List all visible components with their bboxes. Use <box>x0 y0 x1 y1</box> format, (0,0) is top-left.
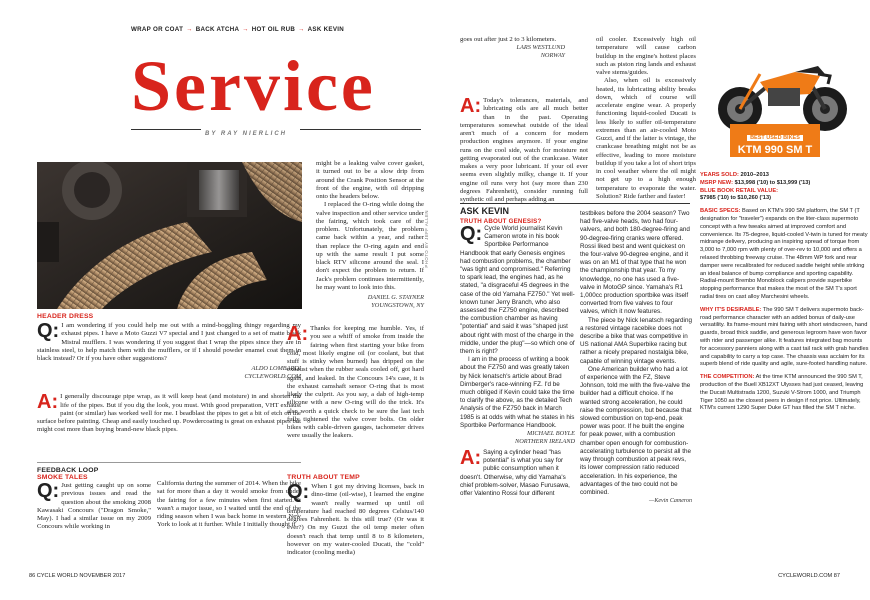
question: Q: Cycle World journalist Kevin Cameron wrote in his book Sportbike Performance Handbook that early Genesis engines had combustion problems, the chamber "was tight and compromised." Referring to spark lead, the engines had, as he stated, "a disgraceful 45 degrees in the case of the old Yamaha FZ750." Yet well-known tuner Jerry Branch, who also assessed the FZ750 engine, described the combustion chamber as having "potential" and said it was "shaped just about right with most of the charge in the middle, under the plug"—so which one of them is right? <box>460 223 575 356</box>
folio-right: CYCLEWORLD.COM 87 <box>778 573 840 579</box>
a-mark: A: <box>287 323 309 345</box>
feedback-section <box>37 467 151 532</box>
bike-tag <box>730 124 820 157</box>
answer: A: Thanks for keeping me humble. Yes, if you see a whiff of smoke from inside the fairing when first starting your bike from cold, most likely engine oil (or coolant, but that stuff is stinky when burned) has dripped on the exhaust when the rubber seals cooled off, got hard again, and leaked. In the Concours 14's case, it is the exhaust camshaft sensor O-ring that is most likely the culprit. As you say, a dab of high-temp silicone with a new O-ring will do the trick. It's also worth a quick check to be sure the last tech fully tightened the valve cover bolts. On older bikes with cable-driven gauges, tachometer drives were usually the leakers. <box>287 323 424 440</box>
breadcrumb-item[interactable]: ASK KEVIN <box>307 26 345 33</box>
divider <box>131 129 201 130</box>
years: YEARS SOLD: 2010–2013 <box>700 172 769 178</box>
signature: LARS WESTLUND <box>516 44 565 52</box>
divider <box>460 203 690 204</box>
paragraph: might be a leaking valve cover gasket, it turned out to be a slow drip from around the Crank Position Sensor at the front of the engine, with oil dripping onto the headers below. <box>316 160 424 200</box>
feedback-continued: California during the summer of 2014. When the bike sat for more than a day it would smoke from under the fairing for a few minutes when first started. It wasn't a major issue, so I waited until the end of the riding season when I was back home in western New York to look at it further. While I initially thought it <box>157 480 301 529</box>
column-four <box>596 36 696 201</box>
q-mark: Q: <box>37 480 60 502</box>
signature-place: YOUNGSTOWN, NY <box>371 302 424 309</box>
answer: A: I generally discourage pipe wrap, as it will keep heat (and moisture) in and shorten the life of the pipes. But if you dig the look, you must. With good preparation, VHT exhaust paint (or similar) has worked well for me. I beadblast the pipes to get a bit of etch on the surface before painting. Cheap and easily touched up. Powdercoating is great on exhaust pipes but might cost more than buying brand-new black pipes. <box>37 391 301 434</box>
answer: A: Saying a cylinder head "has potential" is what you say for public consumption when it doesn't. Otherwise, why did Yamaha's chief problem-solver, Masao Furusawa, offer Valentino Rossi four different <box>460 447 570 498</box>
question: Q: I am wondering if you could help me out with a mind-boggling thingy regarding my exhaust pipes. I have a Moto Guzzi V7 special and I just changed to a set of matte black Mistral mufflers. I was wondering if you suggest that I wrap the pipes since they are in stainless steel, to help match them with the mufflers, or if I should powder enamel coat them in black instead? Or if you have other suggestions? <box>37 320 301 362</box>
paragraph: oil cooler. Excessively high oil temperature will cause carbon buildup in the engine's hottest places such as piston ring lands and exhaust valve stems/guides. <box>596 36 696 76</box>
arrow-right-icon: → <box>298 26 305 33</box>
column-two <box>316 160 424 310</box>
folio-left: 86 CYCLE WORLD NOVEMBER 2017 <box>29 573 126 579</box>
exhaust-wrap-photo <box>37 162 302 309</box>
signature-place: NORTHERN IRELAND <box>515 438 575 446</box>
sidebar-specs <box>700 172 870 413</box>
q-mark: Q: <box>37 320 60 342</box>
why-desirable: WHY IT'S DESIRABLE: The 990 SM T delivers supermoto back-road performance character with an added bonus of daily-use versatility. Its frame-mount mini fairing with short windscreen, hand guards, broad thick saddle, and generous legroom have won favor with rider and passenger alike. It features integrated bag mounts for accessory panniers along with a cast tail rack with grab handles and capability to carry a top case. The chassis was acclaim for its superb blend of ride quality and agile, sure-footed handling nature. <box>700 306 869 368</box>
byline: BY RAY NIERLICH <box>205 131 288 137</box>
answer: A: Today's tolerances, materials, and lubricating oils are all much better than in the past. Operating temperatures somewhat outside of the ideal aren't much of a concern for modern production engines anymore. If your engine runs on the cool side, watch for moisture not getting evaporated out of the crankcase. Water makes a very poor lubricant. If your oil ever seems even slightly milky, change it. If your engine oil runs very hot (say more than 230 degrees Fahrenheit), consider running full synthetic oil and perhaps adding an <box>460 95 588 203</box>
section-label: TRUTH ABOUT TEMP <box>287 474 360 481</box>
paragraph: One American builder who had a lot of experience with the FZ, Steve Johnson, told me with the five-valve the builder had a difficult choice. If he wanted strong acceleration, he could raise the compression, but because that slowed combustion on top-end, peak power was poor. If he built the engine for peak power, with a combustion chamber open enough for combustion-accelerating turbulence to persist all the way through combustion at peak revs, its lower compression ratio reduced acceleration. In his experience, the advantages of the two could not be combined. <box>580 365 692 496</box>
paragraph: Also, when oil is excessively heated, its lubricating ability breaks down, which of course will accelerate engine wear. A properly functioning liquid-cooled Ducati is less likely to suffer oil-temperature extremes than an air-cooled Moto Guzzi, and if the latter is vintage, the crankcase breathing might not be as effective, leading to more moisture buildup if you take a lot of short trips in cool weather where the oil might not get up to a high enough temperature to evaporate the water. Solution? Ride farther and faster! <box>596 77 696 200</box>
paragraph: goes out after just 2 to 3 kilometers. <box>460 36 557 43</box>
ask-kevin-title: ASK KEVIN <box>460 206 510 216</box>
a-mark: A: <box>37 391 59 414</box>
motorcycle-photo <box>700 54 870 134</box>
bike-name: KTM 990 SM T <box>737 144 813 156</box>
paragraph: testbikes before the 2004 season? Two had five-valve heads, two had four-valvers, and both 180-degree-firing and 90-degree-firing cranks were offered. Rossi liked best and went quickest on the four-valve 90-degree engine, and it was on an M1 of that type that he won the championship that year. To my knowledge, no one has used a five-valve in MotoGP since. Yamaha's R1 1,000cc production sportbike was itself converted from five valves to four valves, which it now features. <box>580 210 690 316</box>
photo-credit: PHOTO BY JEFF ALLEN <box>424 210 429 268</box>
paragraph: I replaced the O-ring while doing the valve inspection and other service under the fairing, which took care of the problem. Unfortunately, the problem came back within a year, and rather than replace the O-ring again and end up with the same result I put some black RTV silicone around the seal. I don't expect the problem to return. If Jack's problem continues intermittently, he may want to look into this. <box>316 201 424 291</box>
signature: —Kevin Cameron <box>649 498 692 505</box>
temp-section <box>287 474 424 557</box>
breadcrumb-item[interactable]: BACK ATCHA <box>195 26 240 33</box>
signature-place: NORWAY <box>540 52 565 60</box>
section-label: HEADER DRESS <box>37 313 94 320</box>
blue-book: BLUE BOOK RETAIL VALUE: <box>700 187 779 194</box>
ask-kevin-right <box>580 210 692 505</box>
a-mark: A: <box>460 95 482 117</box>
section-label: FEEDBACK LOOP <box>37 467 99 474</box>
paragraph: The piece by Nick Ienatsch regarding a restored vintage racebike does not describe a bike that was competitive in US national AMA Superbike racing but rather a nicely prepared nostalgia bike, capable of winning vintage events. <box>580 316 692 365</box>
section-sublabel: SMOKE TALES <box>37 474 88 481</box>
page-title: Service <box>131 46 376 126</box>
competition: THE COMPETITION: At the time KTM announced the 990 SM T, production of the Buell XB12XT Ulysses had just ceased, leaving the Ducati Multistrada 1200, Suzuki V-Strom 1000, and Triumph Tiger 1050 as the closest peers in design if not price. Ultimately, KTM's current 1290 Super Duke GT has filled the SM T niche. <box>700 374 864 412</box>
blue-book-value: $7985 ('10) to $10,260 ('13) <box>700 195 771 202</box>
column-three <box>460 36 565 60</box>
signature: ALDO LOMBARDI <box>251 365 301 373</box>
breadcrumb <box>131 26 344 33</box>
paragraph: I am in the process of writing a book about the FZ750 and was greatly taken by Nick Ienatsch's article about Brad Dirnberger's race-winning FZ. I'd be much obliged if Kevin could take the time to clarify the above, as the detailed Tech Analysis of the FZ750 back in March 1985 is at odds with what he states in his Sportbike Performance Handbook. <box>460 356 575 429</box>
divider <box>37 462 301 463</box>
signature: DANIEL G. STAYNER <box>367 294 424 301</box>
breadcrumb-item[interactable]: WRAP OR COAT <box>131 26 184 33</box>
question: Q: When I got my driving licenses, back in dino-time (oil-wise), I learned the engine wasn't really warmed up until oil temperature had reached 80 degrees Celsius/140 degrees Fahrenheit. Is this still true? (Or was it ever?) On my Guzzi the oil temp meter often doesn't reach that temp until 8 to 8 kilometers, however on my water-cooled Ducati, the "cold" indicator (cooling media) <box>287 481 424 556</box>
header-dress-section <box>37 313 301 435</box>
arrow-right-icon: → <box>242 26 249 33</box>
ask-kevin-left <box>460 218 575 498</box>
arrow-right-icon: → <box>186 26 193 33</box>
msrp: MSRP NEW: $13,998 ('10) to $13,999 ('13) <box>700 179 811 186</box>
q-mark: Q: <box>460 223 483 245</box>
divider <box>300 129 421 130</box>
q-mark: Q: <box>287 481 310 503</box>
question: Q: Just getting caught up on some previous issues and read the question about the smoking 2008 Kawasaki Concours ("Dragon Smoke," May). I had a similar issue on my 2009 Concours while working in <box>37 480 151 531</box>
signature-place: CYCLEWORLD.COM <box>244 373 301 381</box>
signature: MICHAEL BOYLE <box>527 430 575 438</box>
tag-label: BEST USED BIKES <box>747 135 803 141</box>
basic-specs: BASIC SPECS: Based on KTM's 990 SM platform, the SM T (T designation for "traveler") expands on the liter-class supermoto concept with a few tweaks aimed at improved comfort and convenience. Its 75-degree, liquid-cooled V-twin is tuned for meaty midrange delivery, producing an inspiring spread of torque from 3,000 to 7,000 rpm with plenty of over-rev to 10,000 and offers a relaxed throbbing freeway cruise. The 48mm WP fork and rear damper were recalibrated for reduced saddle height while striking an ideal balance of bump compliance and sporting capability. Radial-mount Brembo Monoblock calipers provide superbike stopping performance that makes the most of the SM T's sport radial tires on cast alloy Marchesini wheels. <box>700 208 868 300</box>
section-label: TRUTH ABOUT GENESIS? <box>460 218 542 225</box>
breadcrumb-item[interactable]: HOT OIL RUB <box>251 26 296 33</box>
a-mark: A: <box>460 447 482 470</box>
